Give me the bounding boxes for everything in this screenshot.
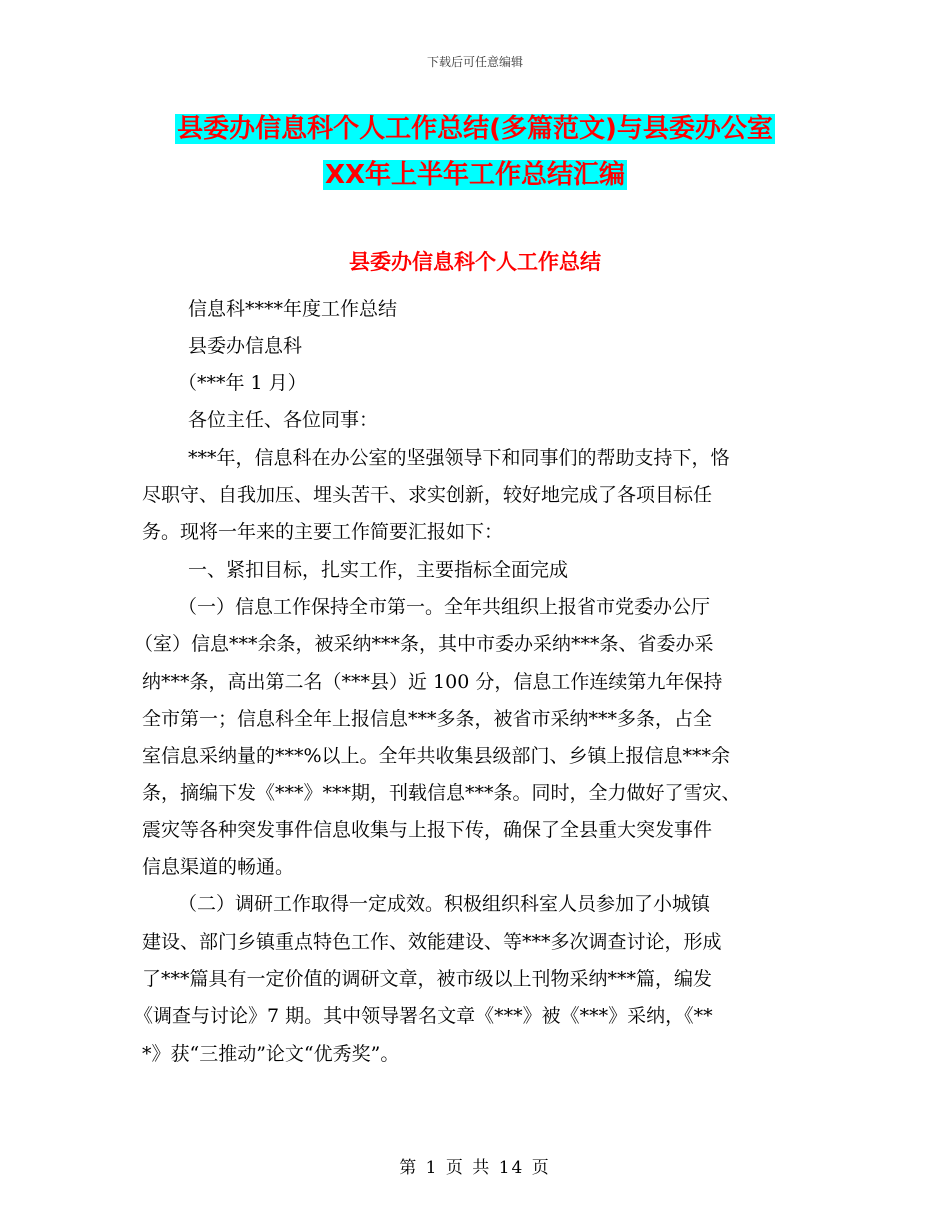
- body-line: 条，摘编下发《***》***期，刊载信息***条。同时，全力做好了雪灾、: [142, 782, 741, 804]
- body-line: （***年 1 月）: [178, 372, 307, 394]
- body-line: 县委办信息科: [188, 335, 303, 357]
- body-line: 《调查与讨论》7 期。其中领导署名文章《***》被《***》采纳，《**: [134, 1005, 713, 1027]
- body-line: 各位主任、各位同事：: [188, 409, 379, 431]
- body-line: 尽职守、自我加压、埋头苦干、求实创新，较好地完成了各项目标任: [142, 484, 713, 506]
- body-line: 建设、部门乡镇重点特色工作、效能建设、等***多次调查讨论，形成: [142, 931, 722, 953]
- body-line: 全市第一；信息科全年上报信息***多条，被省市采纳***多条，占全: [142, 708, 713, 730]
- body-line: （一）信息工作保持全市第一。全年共组织上报省市党委办公厅: [178, 596, 711, 618]
- page-footer: 第 1 页 共 14 页: [399, 1158, 551, 1178]
- section-title: 县委办信息科个人工作总结: [349, 250, 601, 274]
- body-line: （二）调研工作取得一定成效。积极组织科室人员参加了小城镇: [178, 893, 711, 915]
- title-text-1: 县委办信息科个人工作总结(多篇范文)与县委办公室: [177, 114, 773, 144]
- title-text-2: XX年上半年工作总结汇编: [324, 160, 626, 190]
- body-line: 务。现将一年来的主要工作简要汇报如下：: [142, 521, 504, 543]
- body-line: 震灾等各种突发事件信息收集与上报下传，确保了全县重大突发事件: [142, 819, 713, 841]
- document-title-line-1: [0, 110, 950, 148]
- body-line: （室）信息***余条，被采纳***条，其中市委办采纳***条、省委办采: [134, 633, 714, 655]
- body-line: 一、紧扣目标，扎实工作，主要指标全面完成: [188, 559, 569, 581]
- header-note: 下载后可任意编辑: [426, 55, 523, 69]
- body-line: 室信息采纳量的***%以上。全年共收集县级部门、乡镇上报信息***余: [142, 745, 731, 767]
- document-title-line-2: [0, 156, 950, 194]
- body-line: 纳***条，高出第二名（***县）近 100 分，信息工作连续第九年保持: [142, 671, 723, 693]
- body-line: *》获“三推动”论文“优秀奖”。: [142, 1043, 400, 1065]
- body-line: 信息科****年度工作总结: [188, 298, 398, 320]
- body-line: 信息渠道的畅通。: [142, 856, 295, 878]
- body-line: ***年，信息科在办公室的坚强领导下和同事们的帮助支持下，恪: [188, 447, 730, 469]
- body-line: 了***篇具有一定价值的调研文章，被市级以上刊物采纳***篇，编发: [142, 968, 713, 990]
